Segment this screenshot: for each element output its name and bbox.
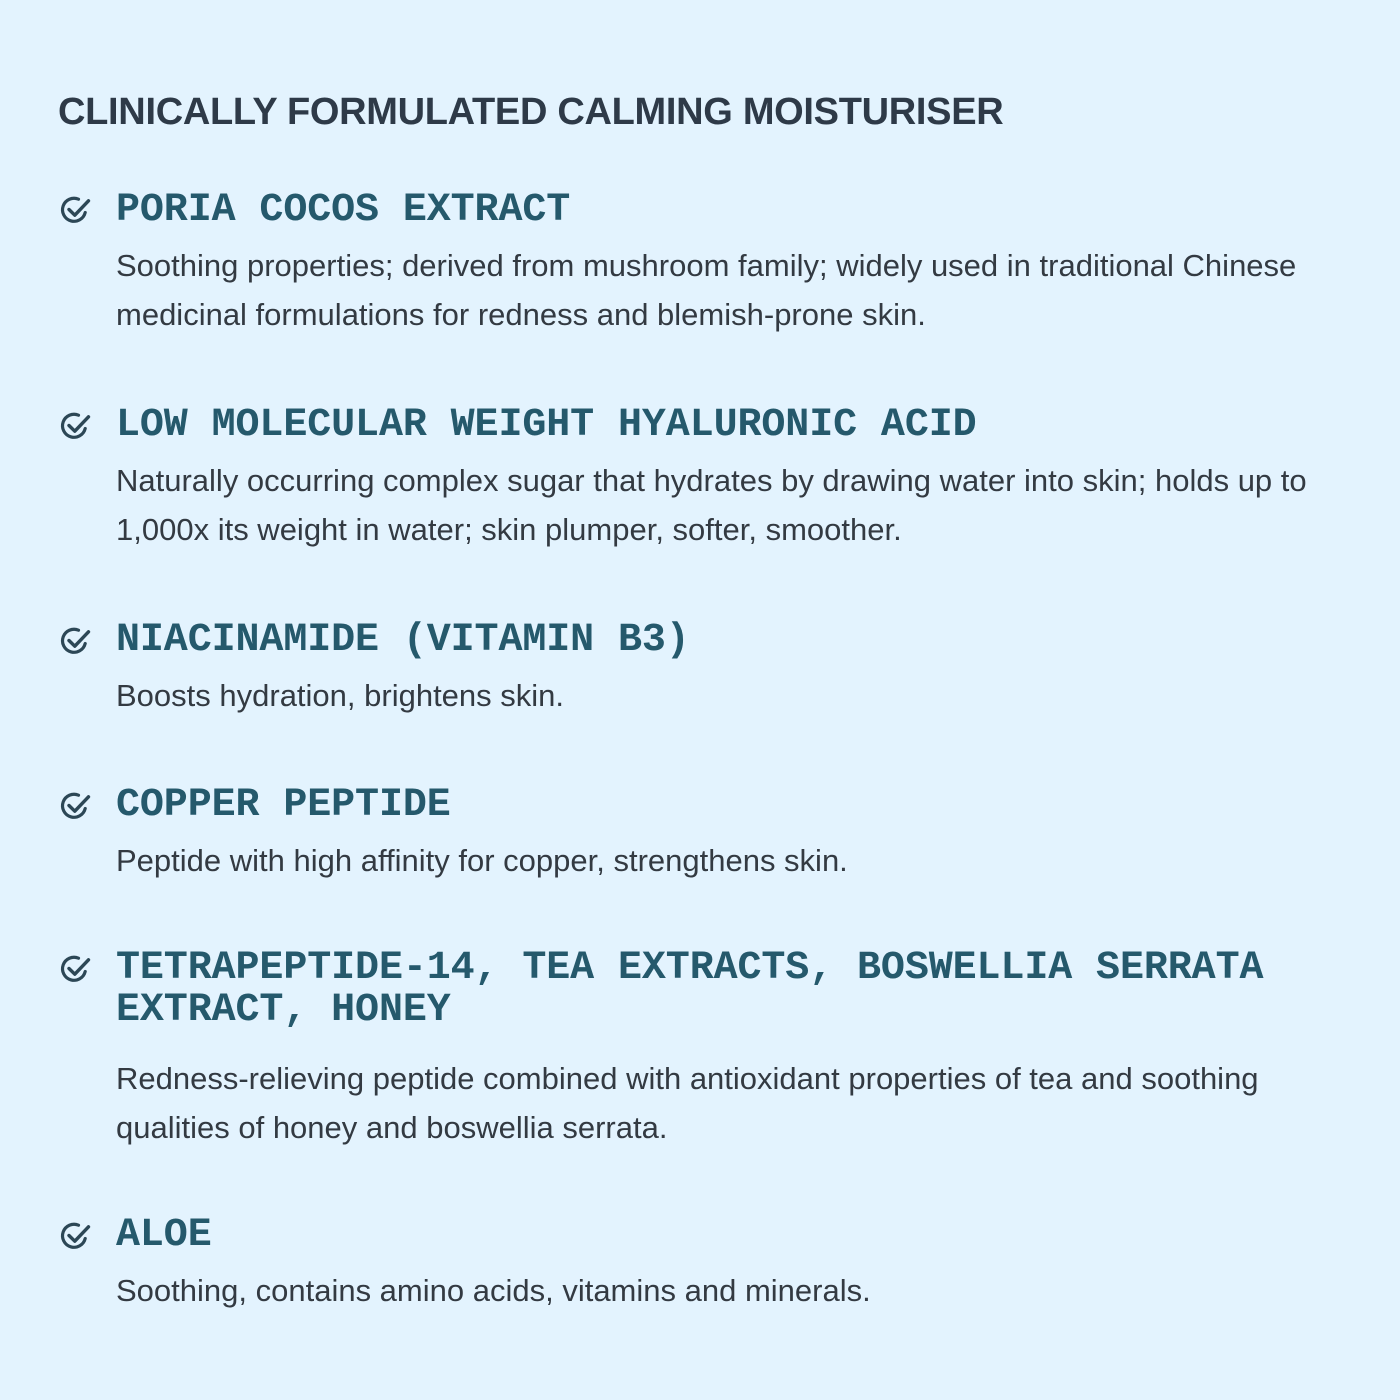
ingredient-description: Soothing, contains amino acids, vitamins and minerals. [116, 1273, 871, 1308]
ingredient-description: Soothing properties; derived from mushroom family; widely used in traditional Chinese medicinal formulations for redness and blemish-prone skin. [116, 248, 1297, 332]
ingredient-description: Redness-relieving peptide combined with antioxidant properties of tea and soothing qualities of honey and boswellia serrata. [116, 1061, 1259, 1145]
ingredient-description: Naturally occurring complex sugar that hydrates by drawing water into skin; holds up to 1,000x its weight in water; skin plumper, softer, smoother. [116, 463, 1307, 547]
ingredient-description: Peptide with high affinity for copper, strengthens skin. [116, 843, 848, 878]
ingredient-name: ALOE [116, 1213, 212, 1258]
check-circle-icon [58, 192, 94, 228]
ingredient-description: Boosts hydration, brightens skin. [116, 678, 565, 713]
ingredient-name: PORIA COCOS EXTRACT [116, 188, 571, 233]
page-title: CLINICALLY FORMULATED CALMING MOISTURISER [58, 91, 1004, 133]
ingredient-name: LOW MOLECULAR WEIGHT HYALURONIC ACID [116, 403, 977, 448]
ingredient-name: NIACINAMIDE (VITAMIN B3) [116, 618, 690, 663]
check-circle-icon [58, 408, 94, 444]
check-circle-icon [58, 1218, 94, 1254]
check-circle-icon [58, 951, 94, 987]
check-circle-icon [58, 623, 94, 659]
ingredient-name: COPPER PEPTIDE [116, 783, 451, 828]
check-circle-icon [58, 788, 94, 824]
ingredient-name: TETRAPEPTIDE-14, TEA EXTRACTS, BOSWELLIA SERRATA EXTRACT, HONEY [116, 946, 1264, 1033]
